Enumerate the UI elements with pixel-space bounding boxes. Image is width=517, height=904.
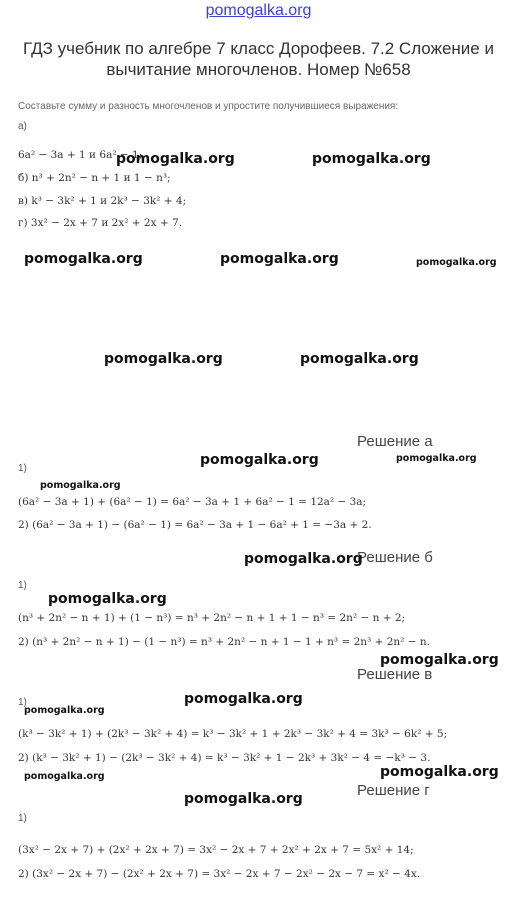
watermark: pomogalka.org bbox=[24, 251, 143, 267]
page-title bbox=[0, 38, 517, 80]
solution-d-eq-2: 2) (3x² − 2x + 7) − (2x² + 2x + 7) = 3x² − 2x + 7 − 2x² − 2x − 7 = x² − 4x. bbox=[18, 868, 421, 880]
watermark: pomogalka.org bbox=[380, 652, 499, 668]
watermark: pomogalka.org bbox=[48, 591, 167, 607]
solution-a-heading: Решение а bbox=[357, 433, 433, 450]
page-title-line-2: вычитание многочленов. Номер №658 bbox=[106, 60, 411, 79]
task-item-b: б) n³ + 2n² − n + 1 и 1 − n³; bbox=[18, 172, 171, 184]
watermark: pomogalka.org bbox=[300, 351, 419, 367]
watermark: pomogalka.org bbox=[416, 257, 497, 268]
solution-b-eq-1: (n³ + 2n² − n + 1) + (1 − n³) = n³ + 2n² − n + 1 + 1 − n³ = 2n² − n + 2; bbox=[18, 612, 406, 624]
solution-d-label-1: 1) bbox=[18, 813, 27, 824]
page-title-line-1: ГДЗ учебник по алгебре 7 класс Дорофеев. 7.2 Сложение и bbox=[23, 39, 494, 58]
site-link[interactable]: pomogalka.org bbox=[205, 2, 312, 19]
solution-a-label-1: 1) bbox=[18, 463, 27, 474]
watermark: pomogalka.org bbox=[396, 453, 477, 464]
watermark: pomogalka.org bbox=[380, 764, 499, 780]
watermark: pomogalka.org bbox=[200, 452, 319, 468]
watermark: pomogalka.org bbox=[184, 691, 303, 707]
watermark: pomogalka.org bbox=[104, 351, 223, 367]
task-prompt: Составьте сумму и разность многочленов и упростите получившиеся выражения: bbox=[18, 101, 399, 112]
watermark: pomogalka.org bbox=[24, 705, 105, 716]
solution-c-label-1: 1) bbox=[18, 697, 27, 708]
solution-c-eq-2: 2) (k³ − 3k² + 1) − (2k³ − 3k² + 4) = k³ − 3k² + 1 − 2k³ + 3k² − 4 = −k³ − 3. bbox=[18, 752, 431, 764]
watermark: pomogalka.org bbox=[40, 480, 121, 491]
solution-d-heading: Решение г bbox=[357, 782, 430, 799]
task-label-a: а) bbox=[18, 121, 27, 132]
solution-c-heading: Решение в bbox=[357, 666, 433, 683]
watermark: pomogalka.org bbox=[184, 791, 303, 807]
watermark: pomogalka.org bbox=[312, 151, 431, 167]
task-item-d: г) 3x² − 2x + 7 и 2x² + 2x + 7. bbox=[18, 217, 183, 229]
solution-b-heading: Решение б bbox=[357, 549, 433, 566]
watermark: pomogalka.org bbox=[24, 771, 105, 782]
watermark: pomogalka.org bbox=[220, 251, 339, 267]
solution-a-eq-1: (6a² − 3a + 1) + (6a² − 1) = 6a² − 3a + 1 + 6a² − 1 = 12a² − 3a; bbox=[18, 496, 367, 508]
task-item-a: 6a² − 3a + 1 и 6a² − 1; bbox=[18, 149, 143, 161]
solution-b-eq-2: 2) (n³ + 2n² − n + 1) − (1 − n³) = n³ + 2n² − n + 1 − 1 + n³ = 2n³ + 2n² − n. bbox=[18, 636, 430, 648]
task-item-c: в) k³ − 3k² + 1 и 2k³ − 3k² + 4; bbox=[18, 195, 187, 207]
solution-c-eq-1: (k³ − 3k² + 1) + (2k³ − 3k² + 4) = k³ − 3k² + 1 + 2k³ − 3k² + 4 = 3k³ − 6k² + 5; bbox=[18, 728, 448, 740]
solution-d-eq-1: (3x² − 2x + 7) + (2x² + 2x + 7) = 3x² − 2x + 7 + 2x² + 2x + 7 = 5x² + 14; bbox=[18, 844, 414, 856]
watermark: pomogalka.org bbox=[244, 551, 363, 567]
solution-b-label-1: 1) bbox=[18, 580, 27, 591]
watermark: pomogalka.org bbox=[116, 151, 235, 167]
solution-a-eq-2: 2) (6a² − 3a + 1) − (6a² − 1) = 6a² − 3a + 1 − 6a² + 1 = −3a + 2. bbox=[18, 519, 372, 531]
